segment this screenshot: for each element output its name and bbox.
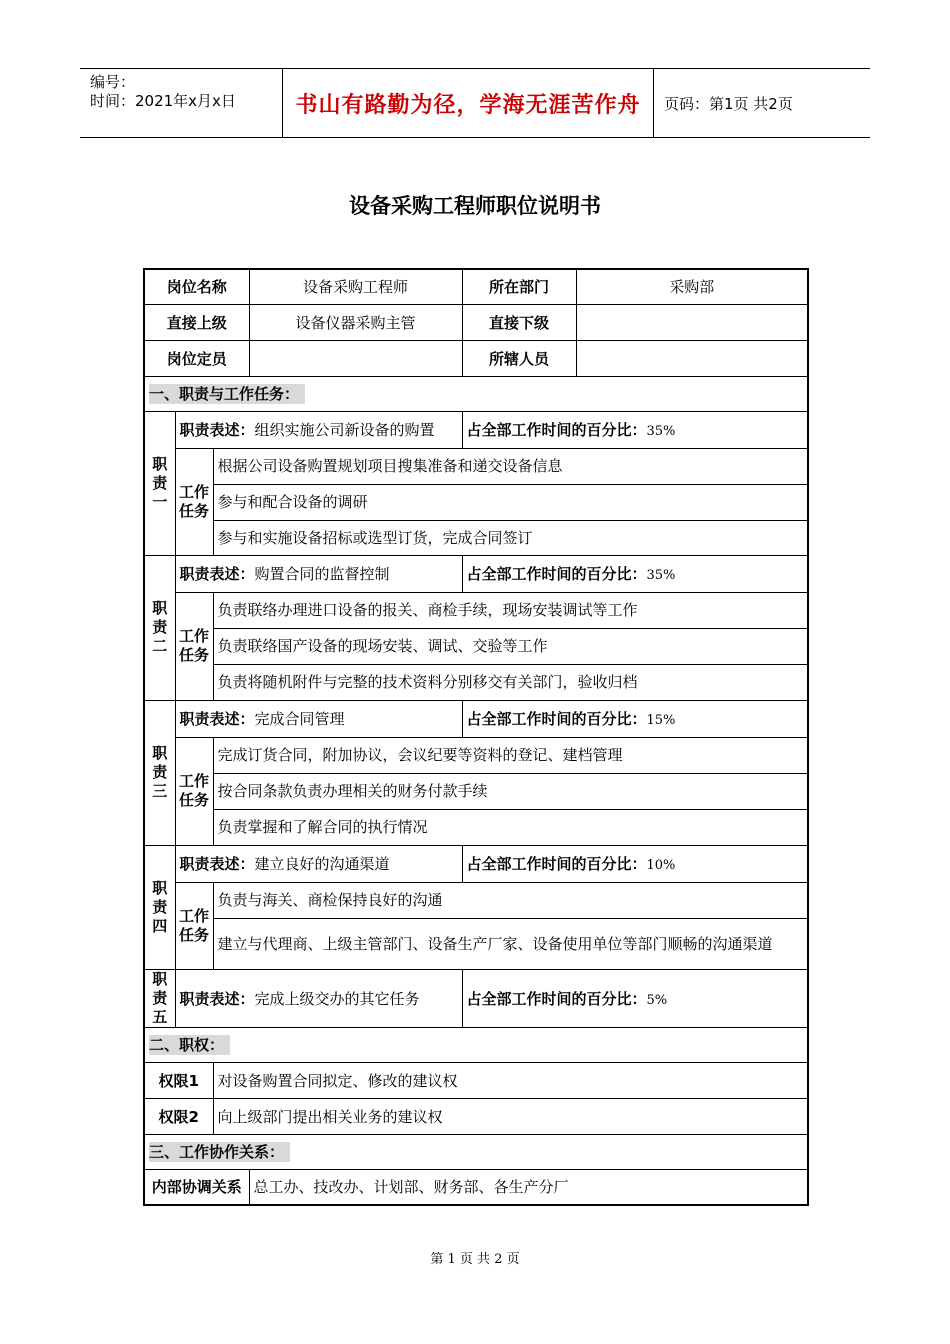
task-row	[144, 809, 808, 845]
task-text: 负责联络国产设备的现场安装、调试、交验等工作	[213, 628, 808, 664]
duty-pct-value: 35%	[646, 424, 676, 439]
task-text: 按合同条款负责办理相关的财务付款手续	[213, 773, 808, 809]
page-footer: 第 1 页 共 2 页	[430, 1252, 520, 1267]
superior-label: 直接上级	[144, 304, 249, 340]
task-text: 参与和实施设备招标或选型订货，完成合同签订	[213, 520, 808, 555]
duty-pct-value: 15%	[646, 713, 676, 728]
task-text: 负责掌握和了解合同的执行情况	[213, 809, 808, 845]
task-text: 负责与海关、商检保持良好的沟通	[213, 882, 808, 918]
task-label: 工作任务	[175, 882, 213, 969]
task-row	[144, 773, 808, 809]
duty-desc-text: 完成上级交办的其它任务	[254, 989, 420, 1008]
section-duties-title: 一、职责与工作任务：	[144, 376, 808, 411]
duty-pct-label: 占全部工作时间的百分比：	[466, 855, 647, 873]
duty-pct-value: 5%	[646, 992, 668, 1008]
duty-desc-text: 组织实施公司新设备的购置	[254, 421, 435, 439]
duty-pct-value: 10%	[646, 858, 676, 873]
duty-pct-label: 占全部工作时间的百分比：	[466, 989, 647, 1008]
relation-label: 内部协调关系	[144, 1169, 249, 1205]
authority-text: 向上级部门提出相关业务的建议权	[213, 1098, 808, 1134]
duty-desc-label: 职责表述：	[179, 710, 255, 728]
department-value: 采购部	[576, 269, 808, 304]
task-text: 建立与代理商、上级主管部门、设备生产厂家、设备使用单位等部门顺畅的沟通渠道	[213, 918, 808, 969]
header-meta-cell	[80, 69, 283, 137]
task-text: 负责联络办理进口设备的报关、商检手续，现场安装调试等工作	[213, 592, 808, 628]
authority-label: 权限1	[144, 1062, 213, 1098]
duty-pct-label: 占全部工作时间的百分比：	[466, 421, 647, 439]
task-text: 根据公司设备购置规划项目搜集准备和递交设备信息	[213, 448, 808, 484]
header-motto-cell	[283, 69, 654, 137]
position-name-label: 岗位名称	[144, 269, 249, 304]
authority-text: 对设备购置合同拟定、修改的建议权	[213, 1062, 808, 1098]
authority-row	[144, 1062, 808, 1098]
duty-desc-cell	[175, 411, 462, 448]
duty-label: 职责五	[144, 969, 175, 1027]
header-page-cell	[654, 69, 870, 137]
info-row-1	[144, 269, 808, 304]
duty-label: 职责三	[144, 700, 175, 845]
task-row	[144, 882, 808, 918]
section-relations-row	[144, 1134, 808, 1169]
duty-pct-cell	[462, 555, 808, 592]
duty-desc-row	[144, 555, 808, 592]
staff-value	[576, 340, 808, 376]
section-authority-title: 二、职权：	[144, 1027, 808, 1062]
duty-desc-text: 建立良好的沟通渠道	[254, 855, 390, 873]
duty-label: 职责二	[144, 555, 175, 700]
task-row	[144, 484, 808, 520]
duty-desc-text: 完成合同管理	[254, 710, 345, 728]
headcount-value	[249, 340, 462, 376]
section-duties-row	[144, 376, 808, 411]
duty-label: 职责四	[144, 845, 175, 969]
task-label: 工作任务	[175, 737, 213, 845]
duty-desc-row	[144, 700, 808, 737]
doc-title: 设备采购工程师职位说明书	[349, 194, 601, 218]
duty-pct-label: 占全部工作时间的百分比：	[466, 710, 647, 728]
duty-pct-value: 35%	[646, 568, 676, 583]
duty-desc-label: 职责表述：	[179, 989, 255, 1008]
task-row	[144, 664, 808, 700]
subordinate-label: 直接下级	[462, 304, 576, 340]
section-relations-title: 三、工作协作关系：	[144, 1134, 808, 1169]
doc-number-label: 编号：	[90, 73, 136, 91]
task-text: 完成订货合同，附加协议，会议纪要等资料的登记、建档管理	[213, 737, 808, 773]
relation-row	[144, 1169, 808, 1205]
duty-pct-label: 占全部工作时间的百分比：	[466, 565, 647, 583]
authority-row	[144, 1098, 808, 1134]
superior-value: 设备仪器采购主管	[249, 304, 462, 340]
duty-pct-cell	[462, 411, 808, 448]
section-authority-row	[144, 1027, 808, 1062]
duty-desc-row	[144, 411, 808, 448]
duty-pct-cell	[462, 845, 808, 882]
motto-text: 书山有路勤为径，学海无涯苦作舟	[295, 92, 641, 118]
task-label: 工作任务	[175, 592, 213, 700]
duty-desc-row	[144, 969, 808, 1027]
task-label: 工作任务	[175, 448, 213, 555]
job-description-table	[143, 268, 809, 1206]
duty-pct-cell	[462, 969, 808, 1027]
authority-label: 权限2	[144, 1098, 213, 1134]
task-row	[144, 592, 808, 628]
relation-text: 总工办、技改办、计划部、财务部、各生产分厂	[249, 1169, 808, 1205]
duty-desc-label: 职责表述：	[179, 421, 255, 439]
duty-desc-text: 购置合同的监督控制	[254, 565, 390, 583]
duty-desc-label: 职责表述：	[179, 565, 255, 583]
duty-desc-row	[144, 845, 808, 882]
duty-desc-cell	[175, 969, 462, 1027]
duty-desc-cell	[175, 555, 462, 592]
duty-desc-cell	[175, 700, 462, 737]
task-row	[144, 520, 808, 555]
task-row	[144, 448, 808, 484]
info-row-3	[144, 340, 808, 376]
subordinate-value	[576, 304, 808, 340]
task-row	[144, 628, 808, 664]
task-text: 参与和配合设备的调研	[213, 484, 808, 520]
task-row	[144, 737, 808, 773]
duty-pct-cell	[462, 700, 808, 737]
headcount-label: 岗位定员	[144, 340, 249, 376]
page-header	[80, 68, 870, 138]
department-label: 所在部门	[462, 269, 576, 304]
duty-label: 职责一	[144, 411, 175, 555]
staff-label: 所辖人员	[462, 340, 576, 376]
task-text: 负责将随机附件与完整的技术资料分别移交有关部门，验收归档	[213, 664, 808, 700]
position-name-value: 设备采购工程师	[249, 269, 462, 304]
duty-desc-label: 职责表述：	[179, 855, 255, 873]
doc-date-label: 时间：2021年x月x日	[90, 92, 236, 110]
info-row-2	[144, 304, 808, 340]
task-row	[144, 918, 808, 969]
duty-desc-cell	[175, 845, 462, 882]
page-info: 页码：第1页 共2页	[664, 94, 793, 113]
